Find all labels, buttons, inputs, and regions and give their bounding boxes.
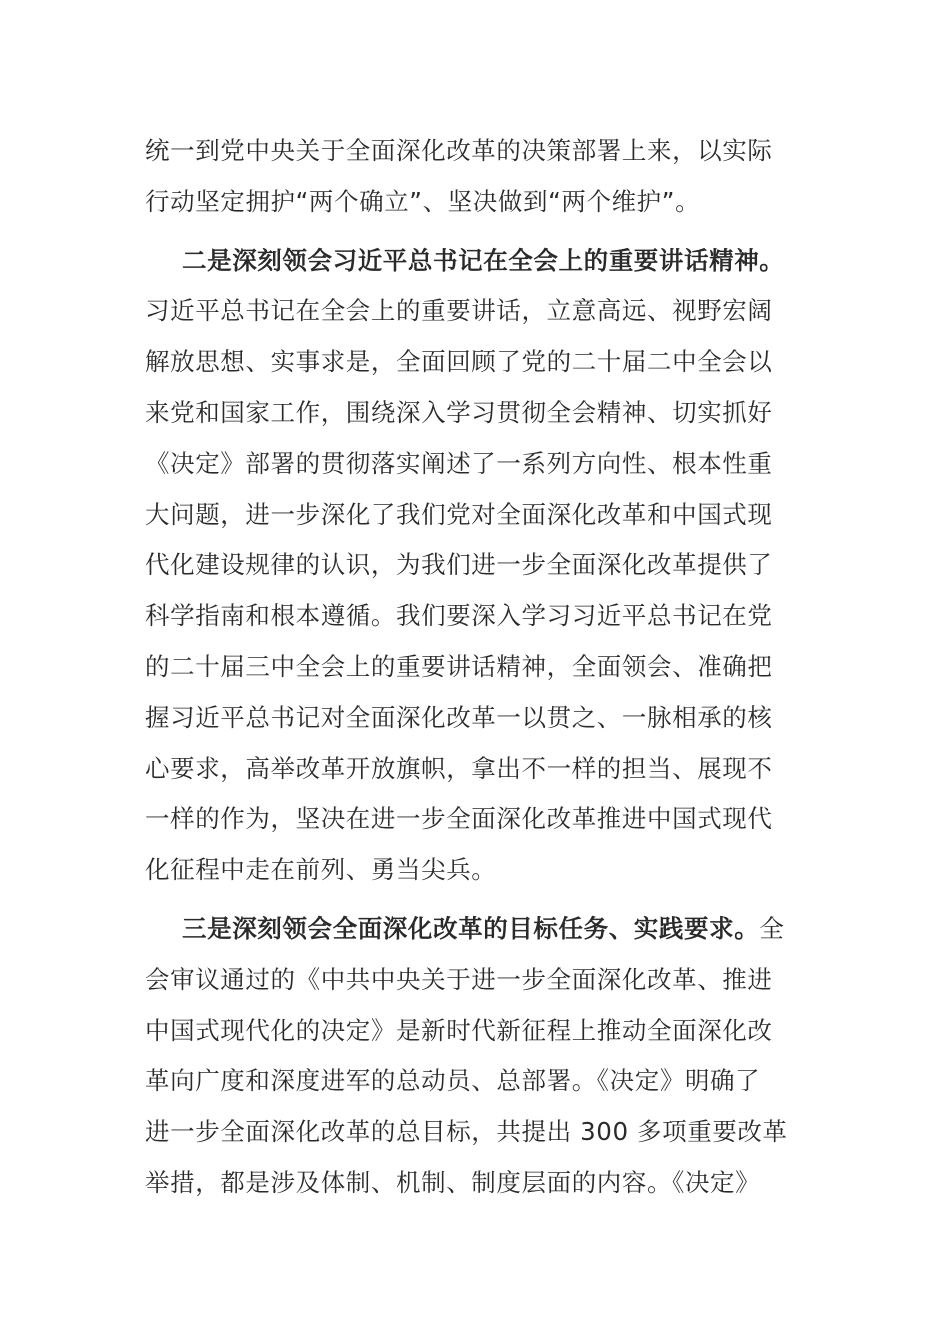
paragraph-continuation <box>145 126 810 228</box>
paragraph-heading: 二是深刻领会习近平总书记在全会上的重要讲话精神。 <box>182 245 785 275</box>
heading-line <box>145 904 810 955</box>
text-line: 习近平总书记在全会上的重要讲话，立意高远、视野宏阔 <box>145 296 773 326</box>
text-line: 化征程中走在前列、勇当尖兵。 <box>145 855 497 885</box>
document-body <box>145 126 810 1209</box>
text-line: 来党和国家工作，围绕深入学习贯彻全会精神、切实抓好 <box>145 397 773 427</box>
text-line: 解放思想、实事求是，全面回顾了党的二十届二中全会以 <box>145 347 773 377</box>
text-line: 会审议通过的《中共中央关于进一步全面深化改革、推进 <box>145 964 773 994</box>
text-line: 握习近平总书记对全面深化改革一以贯之、一脉相承的核 <box>145 702 773 732</box>
text-line: 的二十届三中全会上的重要讲话精神，全面领会、准确把 <box>145 651 773 681</box>
text-line: 一样的作为，坚决在进一步全面深化改革推进中国式现代 <box>145 804 773 834</box>
text-line: 中国式现代化的决定》是新时代新征程上推动全面深化改 <box>145 1015 773 1045</box>
paragraph-heading: 三是深刻领会全面深化改革的目标任务、实践要求。 <box>182 913 760 943</box>
text-line: 心要求，高举改革开放旗帜，拿出不一样的担当、展现不 <box>145 753 773 783</box>
text-line: 统一到党中央关于全面深化改革的决策部署上来，以实际 <box>145 136 773 165</box>
text-line: 科学指南和根本遵循。我们要深入学习习近平总书记在党 <box>145 601 773 631</box>
text-line: 代化建设规律的认识，为我们进一步全面深化改革提供了 <box>145 550 773 580</box>
text-line: 大问题，进一步深化了我们党对全面深化改革和中国式现 <box>145 499 773 529</box>
paragraph-reform-goals <box>145 904 810 1209</box>
text-line: 进一步全面深化改革的总目标，共提出 300 多项重要改革 <box>145 1117 788 1147</box>
text-line: 举措，都是涉及体制、机制、制度层面的内容。《决定》 <box>145 1167 761 1197</box>
text-line: 行动坚定拥护“两个确立”、坚决做到“两个维护”。 <box>145 186 701 216</box>
text-line: 革向广度和深度进军的总动员、总部署。《决定》明确了 <box>145 1066 761 1096</box>
heading-line-rest: 全 <box>759 913 785 943</box>
text-line: 《决定》部署的贯彻落实阐述了一系列方向性、根本性重 <box>145 448 773 478</box>
paragraph-speech-spirit <box>145 236 810 896</box>
